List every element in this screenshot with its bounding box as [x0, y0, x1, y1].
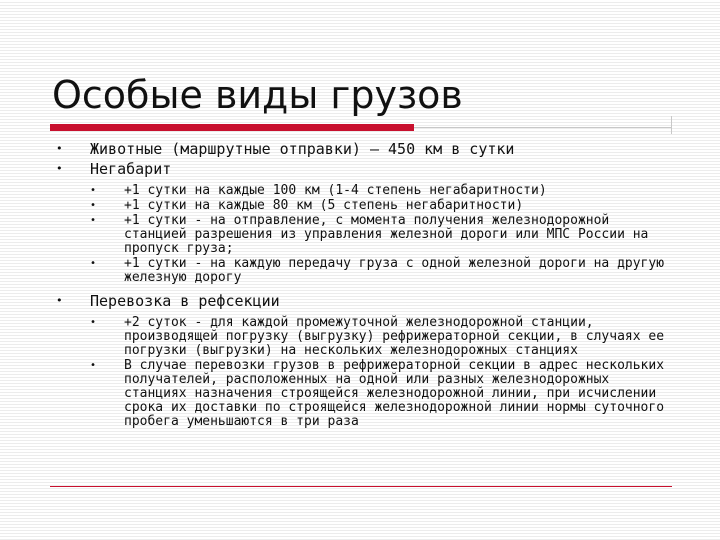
- sub-bullet-text: В случае перевозки грузов в рефрижераторной секции в адрес нескольких получателей, расположенных на одной или разных железнодорожных станциях назначения строящейся железнодорожной линии, при исчислении срока их доставки по строящейся железнодорожной линии нормы суточного пробега уменьшаются в три раза: [124, 358, 665, 429]
- bullet-icon: •: [56, 294, 63, 307]
- bullet-icon: •: [56, 142, 63, 155]
- bullet-icon: •: [90, 360, 97, 371]
- sub-bullet-item: [56, 257, 666, 285]
- bullet-list: [56, 140, 666, 430]
- bullet-icon: •: [90, 317, 97, 328]
- title-underline-accent: [50, 124, 414, 131]
- bullet-icon: •: [90, 215, 97, 226]
- bullet-icon: •: [56, 162, 63, 175]
- sub-bullet-text: +2 суток - для каждой промежуточной железнодорожной станции, производящей погрузку (выгрузку) рефрижераторной секции, в случаях ее погрузки (выгрузки) на нескольких железнодорожных станциях: [124, 315, 665, 358]
- bullet-item-animals: [56, 140, 666, 158]
- bullet-text: Негабарит: [90, 160, 172, 178]
- footer-rule: [50, 486, 672, 487]
- sub-bullet-item: [56, 359, 666, 429]
- sub-list-oversize: [56, 184, 666, 285]
- sub-bullet-text: +1 сутки на каждые 100 км (1-4 степень негабаритности): [124, 183, 547, 198]
- bullet-text: Перевозка в рефсекции: [90, 292, 280, 310]
- sub-bullet-text: +1 сутки на каждые 80 км (5 степень негабаритности): [124, 198, 524, 213]
- slide-title: Особые виды грузов: [52, 73, 463, 117]
- sub-bullet-item: [56, 316, 666, 358]
- sub-bullet-item: [56, 214, 666, 256]
- title-underline-tick: [671, 116, 672, 134]
- bullet-icon: •: [90, 200, 97, 211]
- sub-bullet-text: +1 сутки - на каждую передачу груза с одной железной дороги на другую железную дорогу: [124, 256, 665, 285]
- bullet-icon: •: [90, 258, 97, 269]
- bullet-icon: •: [90, 185, 97, 196]
- bullet-item-oversize: [56, 160, 666, 178]
- sub-bullet-item: [56, 184, 666, 198]
- sub-bullet-text: +1 сутки - на отправление, с момента получения железнодорожной станцией разрешения из управления железной дороги или МПС России на пропуск груза;: [124, 213, 649, 256]
- bullet-item-reefer: [56, 292, 666, 310]
- sub-list-reefer: [56, 316, 666, 429]
- bullet-text: Животные (маршрутные отправки) – 450 км в сутки: [90, 140, 515, 158]
- sub-bullet-item: [56, 199, 666, 213]
